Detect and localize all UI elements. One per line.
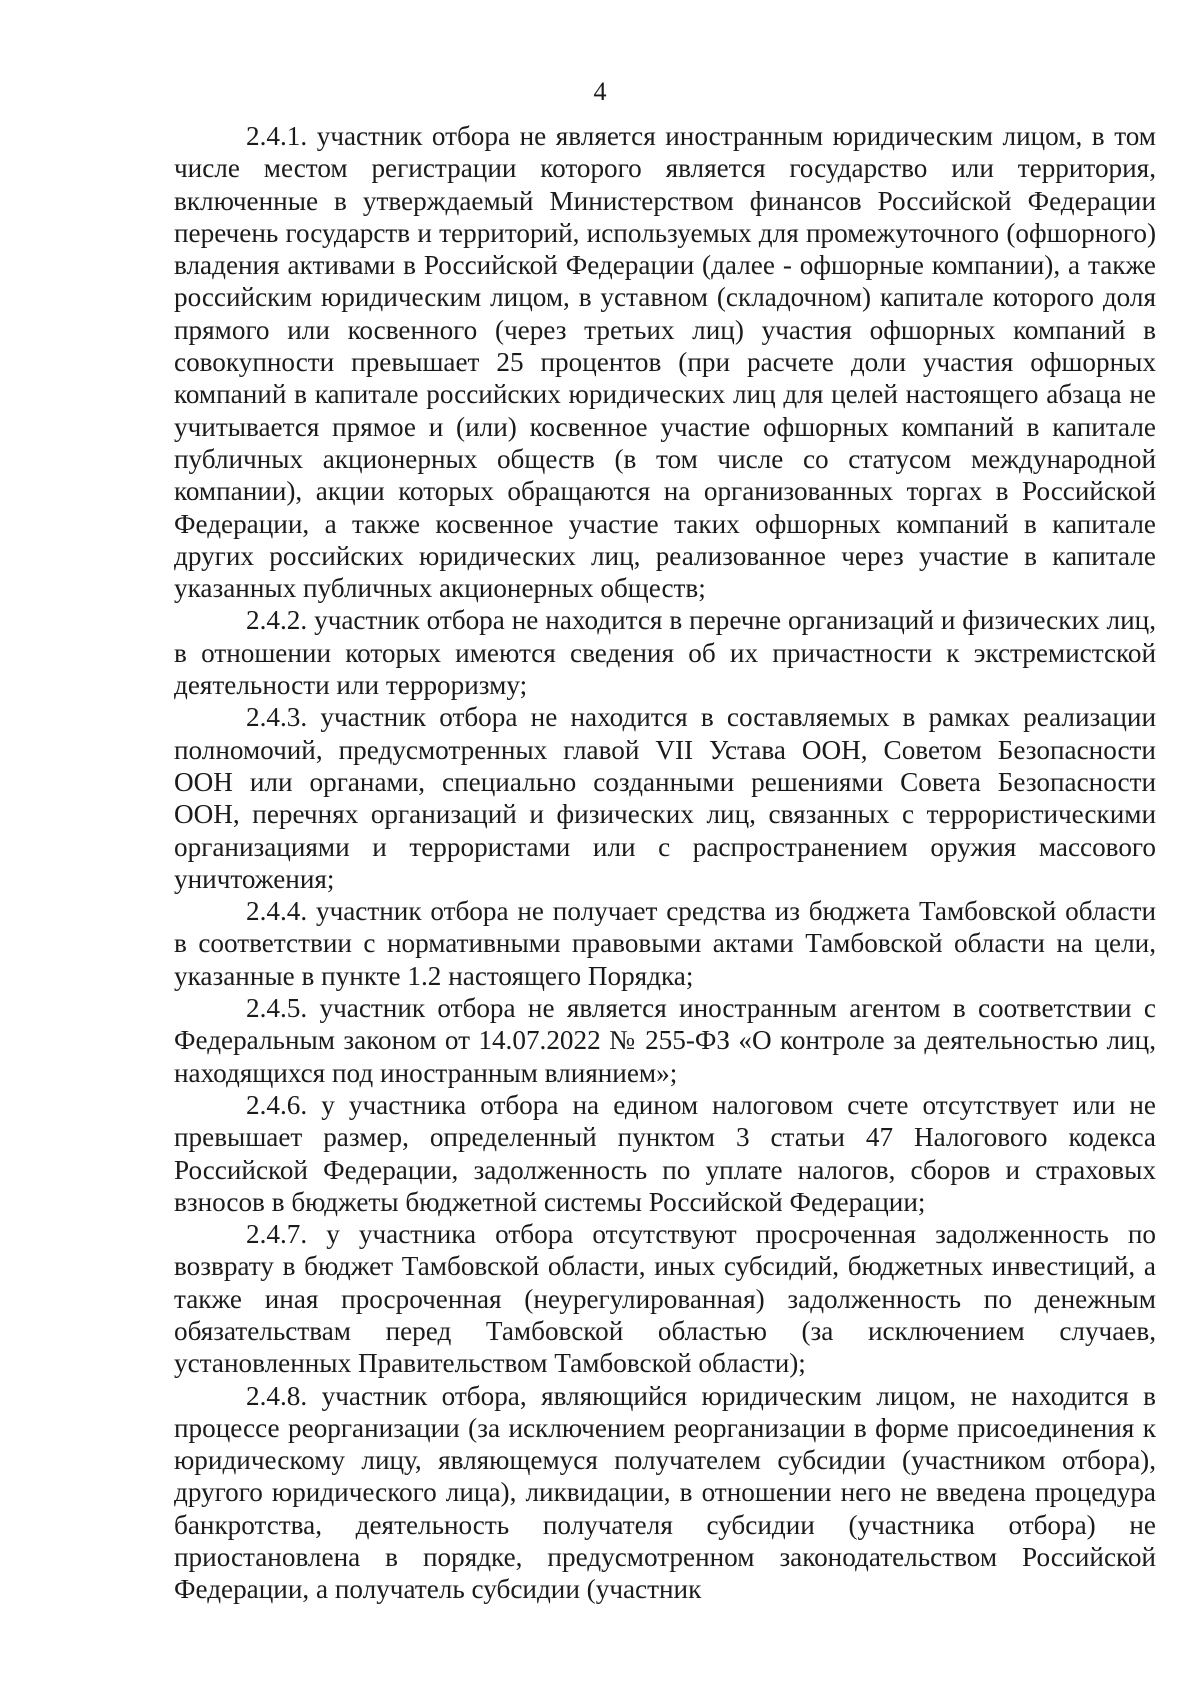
page-number: 4 [593,77,607,106]
paragraph-2-4-4: 2.4.4. участник отбора не получает средства из бюджета Тамбовской области в соответствии с нормативными правовыми актами Тамбовской области на цели, указанные в пункте 1.2 настоящего Порядка; [174,896,1156,991]
paragraph-2-4-3: 2.4.3. участник отбора не находится в составляемых в рамках реализации полномочий, предусмотренных главой VII Устава ООН, Советом Безопасности ООН или органами, специально созданными решениями Совета Безопасности ООН, перечнях организаций и физических лиц, связанных с террористическими организациями и террористами или с распространением оружия массового уничтожения; [174,702,1156,894]
paragraph-2-4-2: 2.4.2. участник отбора не находится в перечне организаций и физических лиц, в отношении которых имеются сведения об их причастности к экстремистской деятельности или терроризму; [174,605,1156,701]
document-body [174,120,1156,1606]
paragraph-2-4-6: 2.4.6. у участника отбора на едином налоговом счете отсутствует или не превышает размер, определенный пунктом 3 статьи 47 Налогового кодекса Российской Федерации, задолженность по уплате налогов, сборов и страховых взносов в бюджеты бюджетной системы Российской Федерации; [174,1089,1156,1217]
paragraph-2-4-7: 2.4.7. у участника отбора отсутствуют просроченная задолженность по возврату в бюджет Тамбовской области, иных субсидий, бюджетных инвестиций, а также иная просроченная (неурегулированная) задолженность по денежным обязательствам перед Тамбовской областью (за исключением случаев, установленных Правительством Тамбовской области); [174,1219,1156,1379]
paragraph-2-4-5: 2.4.5. участник отбора не является иностранным агентом в соответствии с Федеральным законом от 14.07.2022 № 255-ФЗ «О контроле за деятельностью лиц, находящихся под иностранным влиянием»; [174,993,1156,1088]
paragraph-2-4-1: 2.4.1. участник отбора не является иностранным юридическим лицом, в том числе местом регистрации которого является государство или территория, включенные в утверждаемый Министерством финансов Российской Федерации перечень государств и территорий, используемых для промежуточного (офшорного) владения активами в Российской Федерации (далее - офшорные компании), а также российским юридическим лицом, в уставном (складочном) капитале которого доля прямого или косвенного (через третьих лиц) участия офшорных компаний в совокупности превышает 25 процентов (при расчете доли участия офшорных компаний в капитале российских юридических лиц для целей настоящего абзаца не учитывается прямое и (или) косвенное участие офшорных компаний в капитале публичных акционерных обществ (в том числе со статусом международной компании), акции которых обращаются на организованных торгах в Российской Федерации, а также косвенное участие таких офшорных компаний в капитале других российских юридических лиц, реализованное через участие в капитале указанных публичных акционерных обществ; [174,121,1156,604]
paragraph-2-4-8: 2.4.8. участник отбора, являющийся юридическим лицом, не находится в процессе реорганизации (за исключением реорганизации в форме присоединения к юридическому лицу, являющемуся получателем субсидии (участником отбора), другого юридического лица), ликвидации, в отношении него не введена процедура банкротства, деятельность получателя субсидии (участника отбора) не приостановлена в порядке, предусмотренном законодательством Российской Федерации, а получатель субсидии (участник [174,1380,1156,1605]
